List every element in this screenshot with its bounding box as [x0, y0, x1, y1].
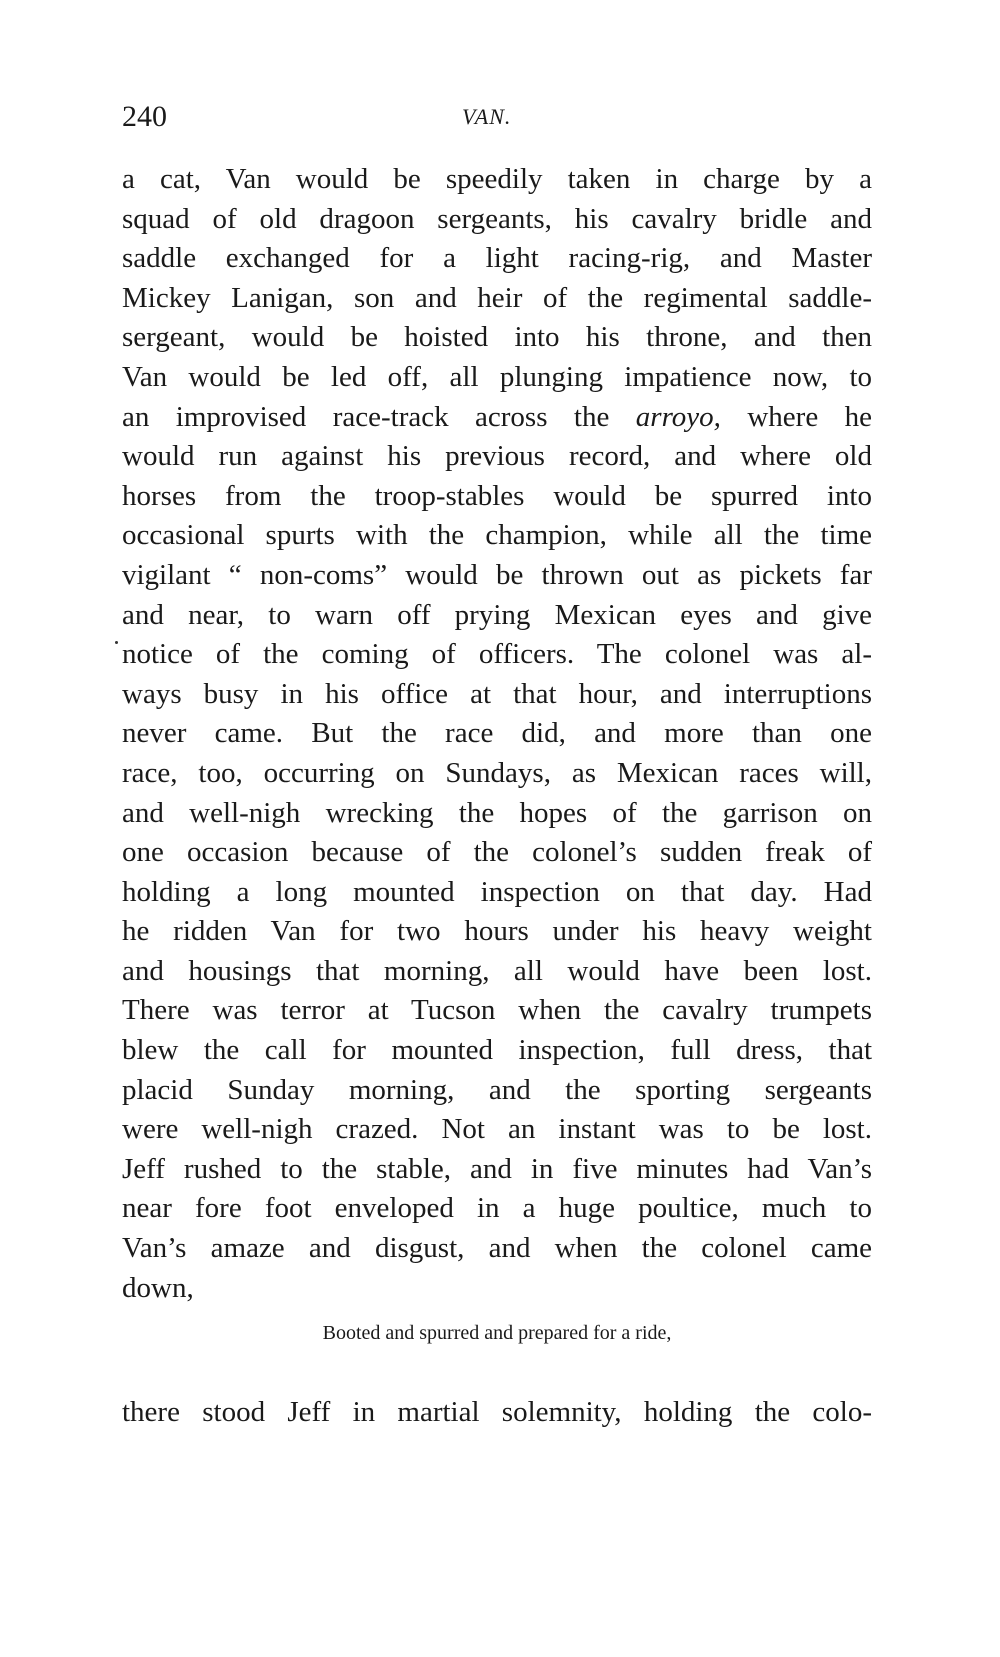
text-line: horses from the troop-stables would be spurred into: [122, 479, 872, 512]
scan-speck: [115, 641, 118, 644]
final-line: there stood Jeff in martial solemnity, holding the colo-: [122, 1396, 872, 1428]
text-line: and housings that morning, all would have been lost.: [122, 954, 872, 987]
text-segment: where he: [720, 400, 872, 433]
text-segment: an improvised race-track across the: [122, 400, 636, 433]
text-line: Van would be led off, all plunging impatience now, to: [122, 360, 872, 393]
text-line: he ridden Van for two hours under his heavy weight: [122, 915, 872, 948]
text-line: near fore foot enveloped in a huge poultice, much to: [122, 1192, 872, 1225]
text-line: occasional spurts with the champion, while all the time: [122, 519, 872, 552]
text-line: a cat, Van would be speedily taken in charge by a: [122, 163, 872, 195]
italic-word: arroyo,: [635, 400, 721, 433]
text-line: one occasion because of the colonel’s sudden freak of: [122, 836, 872, 869]
text-line: down,: [122, 1271, 194, 1304]
text-line: never came. But the race did, and more than one: [122, 717, 872, 750]
page-header: [122, 100, 872, 140]
text-line: and near, to warn off prying Mexican eyes and give: [122, 598, 872, 631]
text-line: and well-nigh wrecking the hopes of the garrison on: [122, 796, 872, 829]
text-line: sergeant, would be hoisted into his throne, and then: [122, 321, 872, 354]
page-number: 240: [122, 100, 167, 133]
body-text: [122, 160, 872, 1308]
text-line: squad of old dragoon sergeants, his cavalry bridle and: [122, 202, 872, 235]
text-line: There was terror at Tucson when the cavalry trumpets: [122, 994, 872, 1027]
running-title: VAN.: [462, 104, 512, 129]
text-line: Jeff rushed to the stable, and in five minutes had Van’s: [122, 1152, 872, 1185]
text-line: blew the call for mounted inspection, full dress, that: [122, 1034, 872, 1067]
text-line: race, too, occurring on Sundays, as Mexican races will,: [122, 756, 872, 789]
text-line: were well-nigh crazed. Not an instant was to be lost.: [122, 1113, 872, 1146]
text-line: holding a long mounted inspection on that day. Had: [122, 875, 872, 908]
text-line: ways busy in his office at that hour, and interruptions: [122, 677, 872, 710]
text-line: vigilant “ non-coms” would be thrown out as pickets far: [122, 558, 872, 591]
text-line: saddle exchanged for a light racing-rig, and Master: [122, 242, 872, 275]
text-line: [122, 398, 872, 438]
text-line: Mickey Lanigan, son and heir of the regimental saddle-: [122, 281, 872, 314]
text-line: notice of the coming of officers. The colonel was al-: [122, 638, 872, 671]
verse-quotation: Booted and spurred and prepared for a ride,: [322, 1322, 672, 1344]
text-line: would run against his previous record, and where old: [122, 440, 872, 473]
text-line: placid Sunday morning, and the sporting sergeants: [122, 1073, 872, 1106]
text-line: Van’s amaze and disgust, and when the colonel came: [122, 1232, 872, 1265]
